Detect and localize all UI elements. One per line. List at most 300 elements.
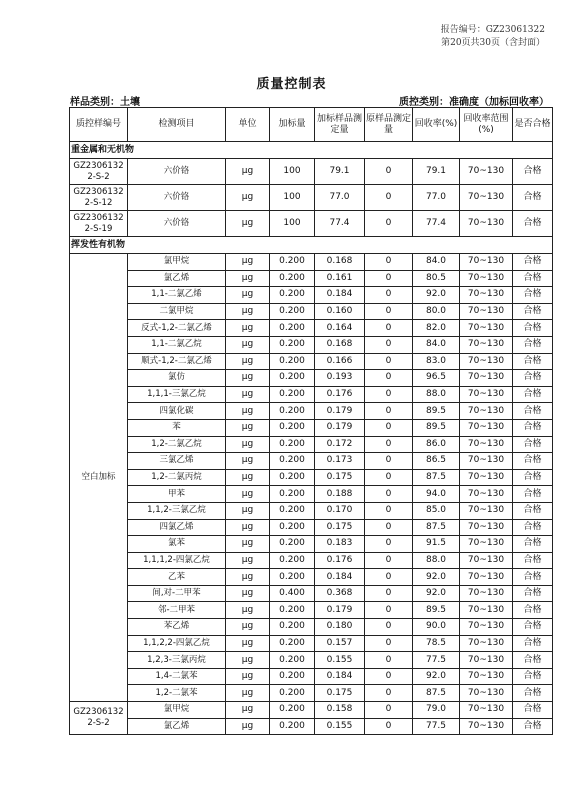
page-title: 质量控制表	[256, 77, 327, 92]
cell-pass: 合格	[513, 619, 553, 636]
cell-spike: 0.200	[270, 419, 315, 436]
cell-original: 0	[365, 159, 413, 185]
cell-spike: 0.200	[270, 453, 315, 470]
cell-pass: 合格	[513, 536, 553, 553]
cell-original: 0	[365, 702, 413, 719]
cell-measured: 0.157	[315, 635, 365, 652]
col-header: 质控样编号	[70, 108, 128, 142]
cell-measured: 0.160	[315, 303, 365, 320]
sample-id: GZ2306132 2-S-2	[70, 159, 128, 185]
cell-original: 0	[365, 536, 413, 553]
cell-original: 0	[365, 718, 413, 735]
cell-pass: 合格	[513, 469, 553, 486]
cell-unit: μg	[226, 502, 270, 519]
cell-recovery: 77.4	[413, 211, 460, 237]
cell-spike: 100	[270, 159, 315, 185]
cell-pass: 合格	[513, 702, 553, 719]
cell-recovery: 88.0	[413, 552, 460, 569]
cell-measured: 0.155	[315, 718, 365, 735]
cell-range: 70~130	[460, 287, 513, 304]
cell-unit: μg	[226, 585, 270, 602]
cell-measured: 0.184	[315, 287, 365, 304]
cell-measured: 0.184	[315, 668, 365, 685]
test-item: 1,1,1-三氯乙烷	[128, 386, 226, 403]
cell-unit: μg	[226, 635, 270, 652]
cell-spike: 0.200	[270, 370, 315, 387]
cell-recovery: 87.5	[413, 519, 460, 536]
cell-measured: 0.155	[315, 652, 365, 669]
cell-recovery: 77.5	[413, 652, 460, 669]
cell-spike: 0.200	[270, 320, 315, 337]
cell-spike: 0.200	[270, 287, 315, 304]
cell-original: 0	[365, 403, 413, 420]
cell-original: 0	[365, 254, 413, 271]
test-item: 六价铬	[128, 211, 226, 237]
cell-pass: 合格	[513, 370, 553, 387]
cell-recovery: 77.0	[413, 185, 460, 211]
cell-original: 0	[365, 185, 413, 211]
cell-unit: μg	[226, 552, 270, 569]
cell-recovery: 78.5	[413, 635, 460, 652]
table-row	[70, 320, 553, 337]
table-row	[70, 185, 553, 211]
cell-recovery: 79.0	[413, 702, 460, 719]
cell-measured: 77.4	[315, 211, 365, 237]
section-voc	[70, 237, 553, 254]
cell-original: 0	[365, 453, 413, 470]
test-item: 顺式-1,2-二氯乙烯	[128, 353, 226, 370]
cell-recovery: 87.5	[413, 685, 460, 702]
cell-range: 70~130	[460, 569, 513, 586]
qc-table	[69, 107, 553, 735]
test-item: 1,1,2-三氯乙烷	[128, 502, 226, 519]
cell-recovery: 87.5	[413, 469, 460, 486]
cell-recovery: 80.5	[413, 270, 460, 287]
cell-unit: μg	[226, 254, 270, 271]
cell-recovery: 89.5	[413, 602, 460, 619]
cell-range: 70~130	[460, 602, 513, 619]
test-item: 六价铬	[128, 185, 226, 211]
cell-original: 0	[365, 353, 413, 370]
cell-original: 0	[365, 469, 413, 486]
table-row	[70, 469, 553, 486]
cell-original: 0	[365, 370, 413, 387]
cell-original: 0	[365, 668, 413, 685]
cell-range: 70~130	[460, 668, 513, 685]
table-row	[70, 436, 553, 453]
cell-spike: 0.200	[270, 403, 315, 420]
cell-unit: μg	[226, 453, 270, 470]
cell-pass: 合格	[513, 320, 553, 337]
cell-range: 70~130	[460, 419, 513, 436]
cell-unit: μg	[226, 668, 270, 685]
cell-recovery: 83.0	[413, 353, 460, 370]
cell-spike: 0.200	[270, 602, 315, 619]
cell-original: 0	[365, 585, 413, 602]
cell-spike: 0.200	[270, 652, 315, 669]
cell-pass: 合格	[513, 270, 553, 287]
test-item: 乙苯	[128, 569, 226, 586]
cell-pass: 合格	[513, 185, 553, 211]
cell-recovery: 86.0	[413, 436, 460, 453]
cell-recovery: 80.0	[413, 303, 460, 320]
cell-pass: 合格	[513, 602, 553, 619]
test-item: 1,1,1,2-四氯乙烷	[128, 552, 226, 569]
cell-measured: 0.166	[315, 353, 365, 370]
table-row	[70, 370, 553, 387]
col-header: 检测项目	[128, 108, 226, 142]
table-row	[70, 403, 553, 420]
cell-range: 70~130	[460, 336, 513, 353]
cell-unit: μg	[226, 436, 270, 453]
cell-original: 0	[365, 652, 413, 669]
cell-measured: 0.164	[315, 320, 365, 337]
test-item: 1,1-二氯乙烷	[128, 336, 226, 353]
cell-recovery: 79.1	[413, 159, 460, 185]
table-row	[70, 536, 553, 553]
table-row	[70, 386, 553, 403]
cell-unit: μg	[226, 353, 270, 370]
cell-unit: μg	[226, 386, 270, 403]
cell-spike: 0.200	[270, 303, 315, 320]
cell-unit: μg	[226, 536, 270, 553]
cell-pass: 合格	[513, 419, 553, 436]
cell-spike: 0.200	[270, 436, 315, 453]
cell-range: 70~130	[460, 718, 513, 735]
test-item: 邻-二甲苯	[128, 602, 226, 619]
table-row	[70, 486, 553, 503]
cell-pass: 合格	[513, 668, 553, 685]
cell-unit: μg	[226, 519, 270, 536]
cell-unit: μg	[226, 403, 270, 420]
cell-unit: μg	[226, 320, 270, 337]
cell-range: 70~130	[460, 486, 513, 503]
cell-spike: 0.200	[270, 270, 315, 287]
cell-spike: 0.200	[270, 635, 315, 652]
cell-spike: 100	[270, 185, 315, 211]
cell-unit: μg	[226, 336, 270, 353]
table-row	[70, 287, 553, 304]
cell-unit: μg	[226, 270, 270, 287]
cell-recovery: 92.0	[413, 585, 460, 602]
report-number: 报告编号：GZ23061322	[440, 25, 545, 35]
table-row	[70, 552, 553, 569]
cell-range: 70~130	[460, 270, 513, 287]
cell-unit: μg	[226, 718, 270, 735]
cell-range: 70~130	[460, 386, 513, 403]
cell-pass: 合格	[513, 159, 553, 185]
test-item: 1,4-二氯苯	[128, 668, 226, 685]
cell-measured: 0.175	[315, 469, 365, 486]
test-item: 三氯乙烯	[128, 453, 226, 470]
cell-pass: 合格	[513, 403, 553, 420]
test-item: 氯仿	[128, 370, 226, 387]
test-item: 苯乙烯	[128, 619, 226, 636]
cell-spike: 0.200	[270, 353, 315, 370]
test-item: 间,对-二甲苯	[128, 585, 226, 602]
cell-spike: 0.200	[270, 685, 315, 702]
cell-recovery: 94.0	[413, 486, 460, 503]
cell-spike: 0.200	[270, 552, 315, 569]
cell-measured: 0.188	[315, 486, 365, 503]
cell-spike: 0.400	[270, 585, 315, 602]
cell-range: 70~130	[460, 536, 513, 553]
test-item: 氯甲烷	[128, 702, 226, 719]
cell-recovery: 96.5	[413, 370, 460, 387]
test-item: 1,2-二氯丙烷	[128, 469, 226, 486]
cell-recovery: 91.5	[413, 536, 460, 553]
cell-unit: μg	[226, 303, 270, 320]
cell-unit: μg	[226, 159, 270, 185]
cell-unit: μg	[226, 652, 270, 669]
cell-recovery: 85.0	[413, 502, 460, 519]
cell-range: 70~130	[460, 519, 513, 536]
test-item: 甲苯	[128, 486, 226, 503]
test-item: 反式-1,2-二氯乙烯	[128, 320, 226, 337]
cell-unit: μg	[226, 287, 270, 304]
cell-pass: 合格	[513, 718, 553, 735]
cell-original: 0	[365, 320, 413, 337]
cell-range: 70~130	[460, 320, 513, 337]
cell-original: 0	[365, 569, 413, 586]
cell-measured: 0.179	[315, 602, 365, 619]
cell-range: 70~130	[460, 453, 513, 470]
col-header: 加标量	[270, 108, 315, 142]
cell-original: 0	[365, 685, 413, 702]
table-row	[70, 453, 553, 470]
sample-id: GZ2306132 2-S-2	[70, 702, 128, 735]
table-row	[70, 569, 553, 586]
cell-range: 70~130	[460, 185, 513, 211]
cell-spike: 0.200	[270, 502, 315, 519]
cell-original: 0	[365, 270, 413, 287]
cell-original: 0	[365, 419, 413, 436]
sample-id: GZ2306132 2-S-12	[70, 185, 128, 211]
cell-unit: μg	[226, 469, 270, 486]
test-item: 1,1-二氯乙烯	[128, 287, 226, 304]
test-item: 苯	[128, 419, 226, 436]
cell-spike: 0.200	[270, 668, 315, 685]
cell-measured: 0.175	[315, 685, 365, 702]
cell-unit: μg	[226, 185, 270, 211]
table-row	[70, 602, 553, 619]
test-item: 六价铬	[128, 159, 226, 185]
cell-spike: 0.200	[270, 702, 315, 719]
table-row	[70, 585, 553, 602]
cell-range: 70~130	[460, 552, 513, 569]
cell-unit: μg	[226, 211, 270, 237]
cell-pass: 合格	[513, 502, 553, 519]
cell-spike: 0.200	[270, 718, 315, 735]
page-indicator: 第20页共30页（含封面）	[441, 38, 545, 48]
cell-measured: 0.179	[315, 403, 365, 420]
cell-range: 70~130	[460, 211, 513, 237]
cell-range: 70~130	[460, 303, 513, 320]
cell-measured: 77.0	[315, 185, 365, 211]
cell-pass: 合格	[513, 254, 553, 271]
cell-measured: 0.158	[315, 702, 365, 719]
cell-range: 70~130	[460, 469, 513, 486]
cell-range: 70~130	[460, 436, 513, 453]
cell-original: 0	[365, 211, 413, 237]
col-header: 单位	[226, 108, 270, 142]
cell-unit: μg	[226, 569, 270, 586]
col-header: 是否合格	[513, 108, 553, 142]
table-row	[70, 419, 553, 436]
cell-measured: 0.172	[315, 436, 365, 453]
test-item: 二氯甲烷	[128, 303, 226, 320]
cell-spike: 0.200	[270, 619, 315, 636]
cell-pass: 合格	[513, 519, 553, 536]
cell-range: 70~130	[460, 702, 513, 719]
table-row	[70, 502, 553, 519]
cell-recovery: 84.0	[413, 336, 460, 353]
cell-pass: 合格	[513, 436, 553, 453]
table-row	[70, 635, 553, 652]
cell-measured: 0.176	[315, 552, 365, 569]
cell-range: 70~130	[460, 685, 513, 702]
cell-original: 0	[365, 502, 413, 519]
cell-spike: 100	[270, 211, 315, 237]
cell-range: 70~130	[460, 403, 513, 420]
cell-original: 0	[365, 486, 413, 503]
table-row	[70, 652, 553, 669]
cell-pass: 合格	[513, 386, 553, 403]
col-header: 回收率范围(%)	[460, 108, 513, 142]
cell-recovery: 89.5	[413, 403, 460, 420]
cell-spike: 0.200	[270, 486, 315, 503]
cell-pass: 合格	[513, 353, 553, 370]
cell-range: 70~130	[460, 370, 513, 387]
table-row	[70, 702, 553, 719]
cell-original: 0	[365, 386, 413, 403]
test-item: 1,2-二氯乙烷	[128, 436, 226, 453]
cell-spike: 0.200	[270, 254, 315, 271]
cell-range: 70~130	[460, 502, 513, 519]
cell-recovery: 92.0	[413, 668, 460, 685]
cell-measured: 0.179	[315, 419, 365, 436]
test-item: 氯甲烷	[128, 254, 226, 271]
cell-original: 0	[365, 336, 413, 353]
test-item: 氯乙烯	[128, 718, 226, 735]
cell-spike: 0.200	[270, 336, 315, 353]
cell-recovery: 90.0	[413, 619, 460, 636]
cell-original: 0	[365, 635, 413, 652]
report-header	[441, 24, 545, 50]
cell-measured: 0.170	[315, 502, 365, 519]
test-item: 四氯化碳	[128, 403, 226, 420]
cell-pass: 合格	[513, 552, 553, 569]
cell-range: 70~130	[460, 353, 513, 370]
test-item: 1,2-二氯苯	[128, 685, 226, 702]
cell-original: 0	[365, 602, 413, 619]
cell-recovery: 82.0	[413, 320, 460, 337]
cell-spike: 0.200	[270, 569, 315, 586]
section-label: 重金属和无机物	[70, 142, 553, 159]
sample-id: GZ2306132 2-S-19	[70, 211, 128, 237]
table-row	[70, 619, 553, 636]
cell-unit: μg	[226, 702, 270, 719]
cell-recovery: 77.5	[413, 718, 460, 735]
table-header-row	[70, 108, 553, 142]
cell-original: 0	[365, 619, 413, 636]
table-row	[70, 159, 553, 185]
table-row	[70, 353, 553, 370]
table-row	[70, 519, 553, 536]
test-item: 1,2,3-三氯丙烷	[128, 652, 226, 669]
section-label: 挥发性有机物	[70, 237, 553, 254]
table-row	[70, 303, 553, 320]
cell-measured: 0.176	[315, 386, 365, 403]
cell-original: 0	[365, 436, 413, 453]
section-metals	[70, 142, 553, 159]
cell-original: 0	[365, 303, 413, 320]
cell-spike: 0.200	[270, 536, 315, 553]
cell-spike: 0.200	[270, 386, 315, 403]
cell-pass: 合格	[513, 303, 553, 320]
test-item: 四氯乙烯	[128, 519, 226, 536]
cell-pass: 合格	[513, 685, 553, 702]
cell-pass: 合格	[513, 336, 553, 353]
cell-measured: 0.180	[315, 619, 365, 636]
cell-range: 70~130	[460, 619, 513, 636]
cell-pass: 合格	[513, 635, 553, 652]
cell-spike: 0.200	[270, 469, 315, 486]
test-item: 氯乙烯	[128, 270, 226, 287]
blank-spike-label: 空白加标	[70, 254, 128, 702]
cell-spike: 0.200	[270, 519, 315, 536]
cell-measured: 0.175	[315, 519, 365, 536]
cell-recovery: 89.5	[413, 419, 460, 436]
cell-original: 0	[365, 552, 413, 569]
cell-pass: 合格	[513, 287, 553, 304]
cell-pass: 合格	[513, 211, 553, 237]
table-row	[70, 254, 553, 271]
sample-category: 样品类别：土壤	[70, 97, 140, 108]
cell-pass: 合格	[513, 486, 553, 503]
table-row	[70, 211, 553, 237]
cell-range: 70~130	[460, 159, 513, 185]
cell-pass: 合格	[513, 569, 553, 586]
cell-original: 0	[365, 287, 413, 304]
cell-range: 70~130	[460, 254, 513, 271]
table-row	[70, 685, 553, 702]
cell-pass: 合格	[513, 585, 553, 602]
cell-measured: 0.184	[315, 569, 365, 586]
cell-range: 70~130	[460, 635, 513, 652]
table-row	[70, 336, 553, 353]
col-header: 原样品测定量	[365, 108, 413, 142]
cell-original: 0	[365, 519, 413, 536]
cell-measured: 79.1	[315, 159, 365, 185]
test-item: 1,1,2,2-四氯乙烷	[128, 635, 226, 652]
cell-unit: μg	[226, 370, 270, 387]
cell-measured: 0.173	[315, 453, 365, 470]
cell-recovery: 86.5	[413, 453, 460, 470]
cell-measured: 0.168	[315, 336, 365, 353]
table-row	[70, 270, 553, 287]
cell-unit: μg	[226, 419, 270, 436]
qc-category: 质控类别：准确度（加标回收率）	[399, 97, 549, 108]
cell-unit: μg	[226, 685, 270, 702]
cell-measured: 0.161	[315, 270, 365, 287]
cell-recovery: 92.0	[413, 569, 460, 586]
cell-recovery: 84.0	[413, 254, 460, 271]
cell-unit: μg	[226, 619, 270, 636]
test-item: 氯苯	[128, 536, 226, 553]
cell-unit: μg	[226, 486, 270, 503]
col-header: 加标样品测定量	[315, 108, 365, 142]
